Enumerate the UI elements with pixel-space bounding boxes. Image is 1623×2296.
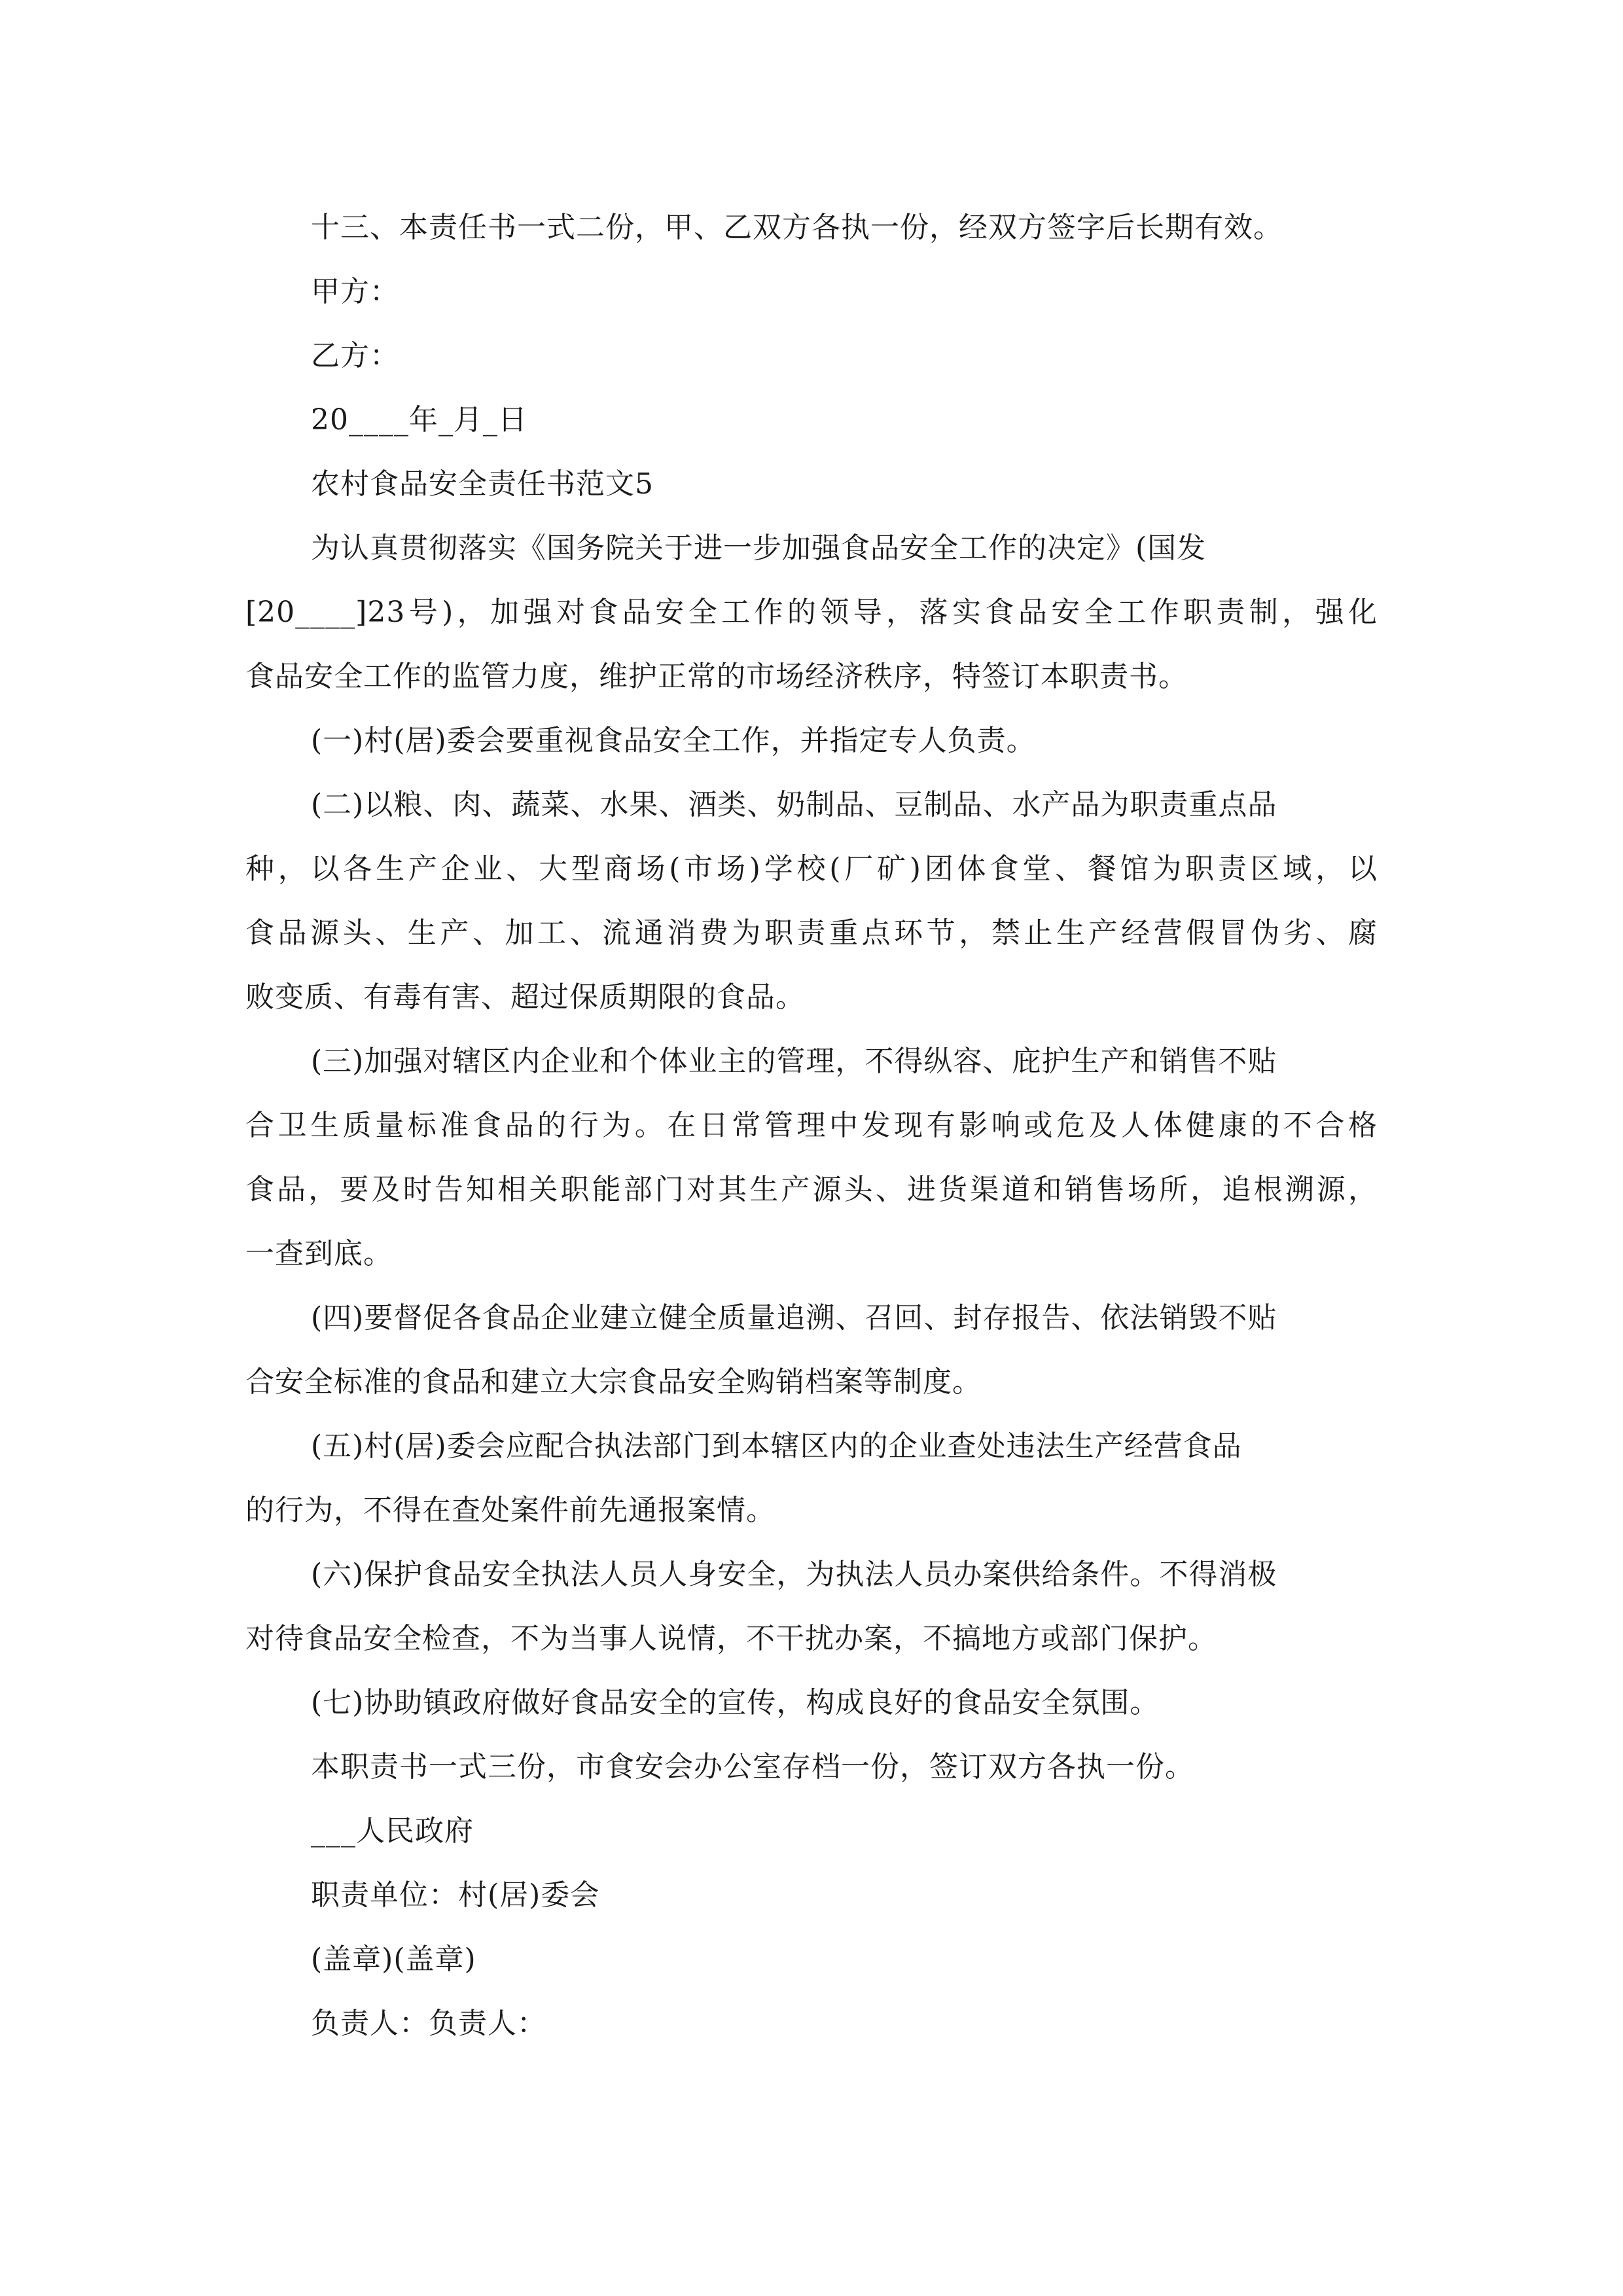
item-four-line: 合安全标准的食品和建立大宗食品安全购销档案等制度。 [245, 1365, 982, 1399]
date-line: 20____年_月_日 [311, 403, 527, 437]
item-two-line: 食品源头、生产、加工、流通消费为职责重点环节，禁止生产经营假冒伪劣、腐 [245, 916, 1378, 950]
item-one: (一)村(居)委会要重视食品安全工作，并指定专人负责。 [311, 724, 1036, 757]
item-seven: (七)协助镇政府做好食品安全的宣传，构成良好的食品安全氛围。 [311, 1686, 1160, 1719]
item-three-line: 合卫生质量标准食品的行为。在日常管理中发现有影响或危及人体健康的不合格 [245, 1109, 1378, 1142]
item-two-line: (二)以粮、肉、蔬菜、水果、酒类、奶制品、豆制品、水产品为职责重点品 [311, 788, 1277, 821]
item-six-line: (六)保护食品安全执法人员人身安全，为执法人员办案供给条件。不得消极 [311, 1558, 1277, 1591]
item-two-line: 败变质、有毒有害、超过保质期限的食品。 [245, 980, 805, 1014]
government-line: ___人民政府 [311, 1814, 474, 1848]
item-three-line: 食品，要及时告知相关职能部门对其生产源头、进货渠道和销售场所，追根溯源， [245, 1173, 1378, 1206]
item-two-line: 种，以各生产企业、大型商场(市场)学校(厂矿)团体食堂、餐馆为职责区域，以 [245, 852, 1378, 886]
item-three-line: 一查到底。 [245, 1237, 393, 1270]
responsible-unit-line: 职责单位：村(居)委会 [311, 1878, 600, 1912]
item-six-line: 对待食品安全检查，不为当事人说情，不干扰办案，不搞地方或部门保护。 [245, 1622, 1217, 1655]
intro-paragraph-line: 食品安全工作的监管力度，维护正常的市场经济秩序，特签订本职责书。 [245, 660, 1188, 693]
seal-line: (盖章)(盖章) [311, 1943, 476, 1976]
intro-paragraph-line: 为认真贯彻落实《国务院关于进一步加强食品安全工作的决定》(国发 [311, 531, 1207, 565]
item-four-line: (四)要督促各食品企业建立健全质量追溯、召回、封存报告、依法销毁不贴 [311, 1301, 1277, 1335]
party-a-label: 甲方： [311, 275, 399, 308]
clause-thirteen: 十三、本责任书一式二份，甲、乙双方各执一份，经双方签字后长期有效。 [311, 211, 1283, 244]
intro-paragraph-line: [20____]23号)，加强对食品安全工作的领导，落实食品安全工作职责制，强化 [245, 596, 1378, 629]
item-five-line: 的行为，不得在查处案件前先通报案情。 [245, 1494, 776, 1527]
signatory-line: 负责人：负责人： [311, 2007, 546, 2040]
section-heading: 农村食品安全责任书范文5 [311, 467, 654, 501]
party-b-label: 乙方： [311, 339, 399, 372]
copies-note: 本职责书一式三份，市食安会办公室存档一份，签订双方各执一份。 [311, 1750, 1194, 1784]
item-three-line: (三)加强对辖区内企业和个体业主的管理，不得纵容、庇护生产和销售不贴 [311, 1045, 1277, 1078]
item-five-line: (五)村(居)委会应配合执法部门到本辖区内的企业查处违法生产经营食品 [311, 1429, 1242, 1463]
